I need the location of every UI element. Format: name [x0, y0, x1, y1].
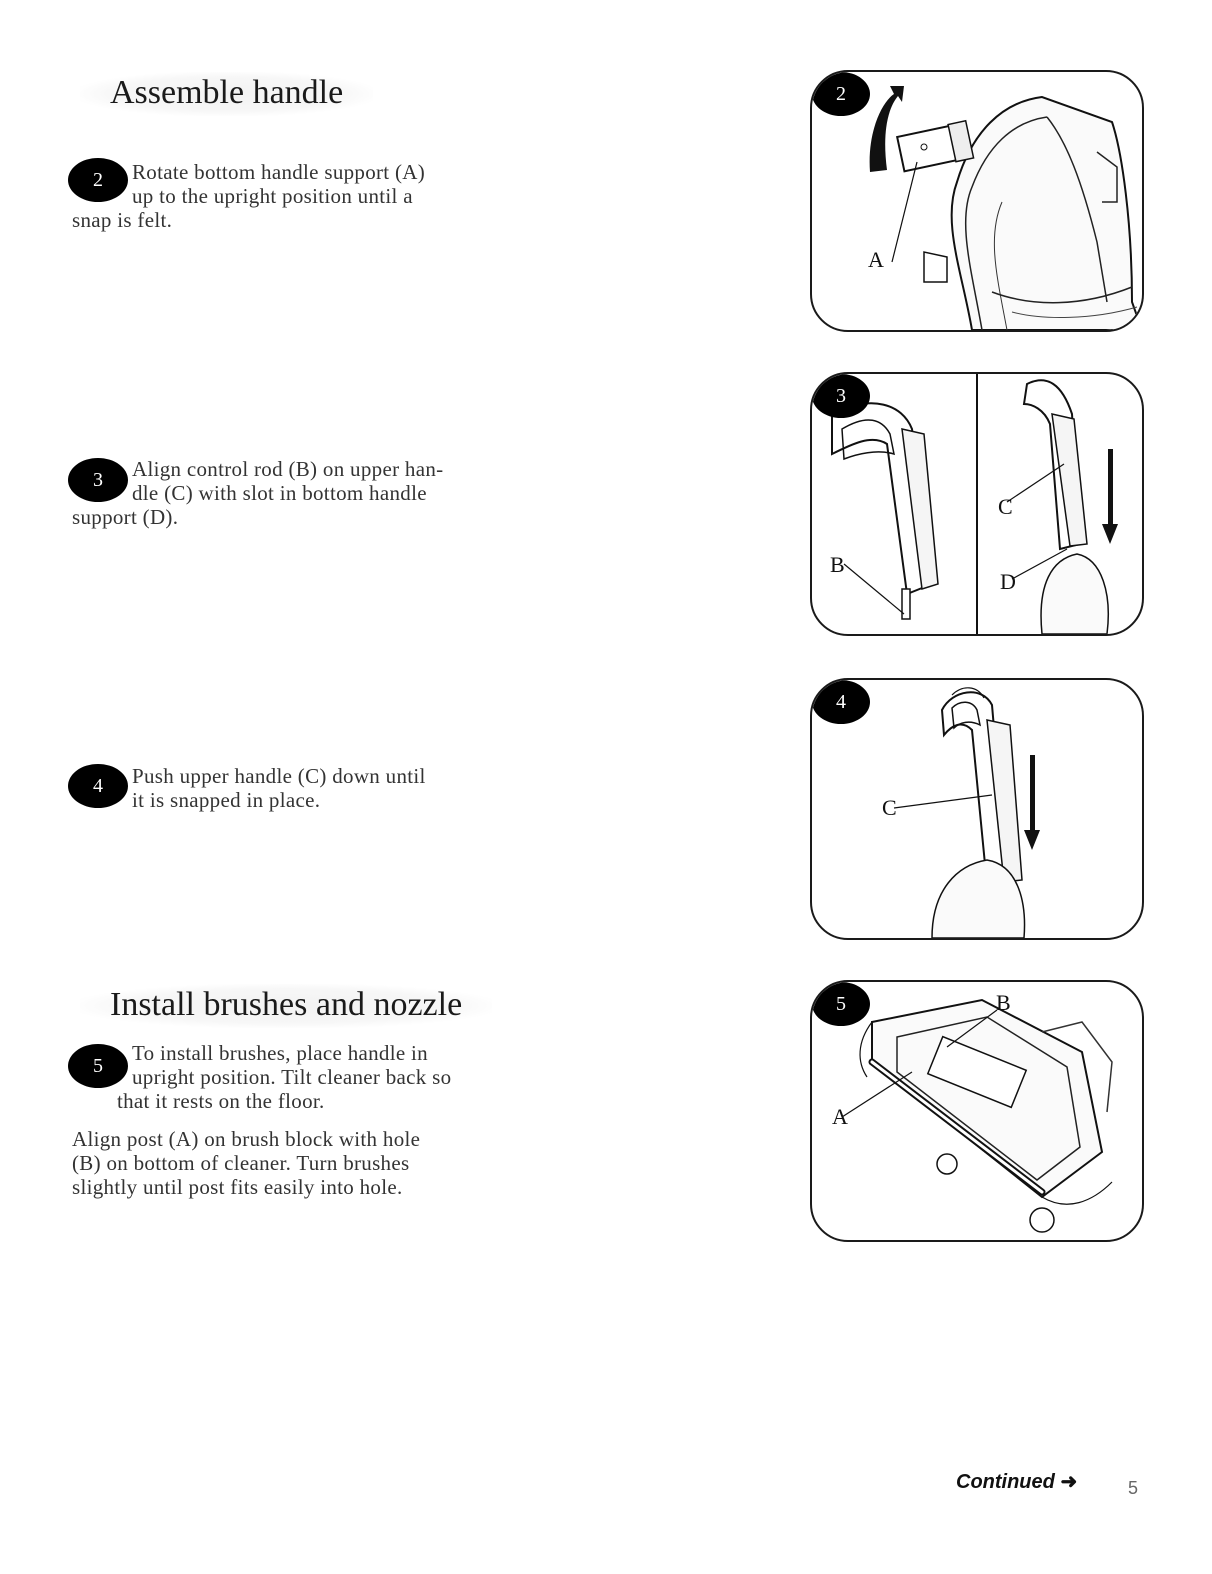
step-3-text	[72, 457, 443, 529]
figure-4-illustration	[812, 680, 1142, 938]
step-5-line: To install brushes, place handle in	[132, 1041, 428, 1065]
step-5-line: upright position. Tilt cleaner back so	[132, 1065, 452, 1089]
step-3-badge: 3	[68, 458, 128, 502]
step-3-line: dle (C) with slot in bottom handle	[132, 481, 427, 505]
step-2-line: Rotate bottom handle support (A)	[132, 160, 426, 184]
step-3-line: Align control rod (B) on upper han-	[132, 457, 444, 481]
figure-5-label-b: B	[996, 990, 1011, 1015]
figure-3-label-b: B	[830, 552, 845, 577]
step-5-badge: 5	[68, 1044, 128, 1088]
section-heading-assemble-handle: Assemble handle	[80, 72, 373, 116]
figure-5-label-a: A	[832, 1104, 848, 1129]
step-5-line: that it rests on the floor.	[117, 1089, 325, 1113]
step-2-badge: 2	[68, 158, 128, 202]
figure-3-illustration	[812, 374, 1142, 634]
figure-5-illustration	[812, 982, 1142, 1240]
figure-2-illustration	[812, 72, 1142, 330]
figure-3-label-c: C	[998, 494, 1013, 519]
step-2-text	[72, 160, 425, 232]
step-2-line: snap is felt.	[72, 208, 173, 232]
right-arrow-icon: ➜	[1060, 1471, 1078, 1493]
step-5-extra-line: Align post (A) on brush block with hole	[72, 1127, 421, 1151]
step-4-line: Push upper handle (C) down until	[132, 764, 426, 788]
section-heading-install-brushes: Install brushes and nozzle	[80, 984, 492, 1028]
figure-2-badge: 2	[812, 72, 870, 116]
figure-3-panel	[810, 372, 1144, 636]
figure-4-panel	[810, 678, 1144, 940]
figure-3-badge: 3	[812, 374, 870, 418]
step-4-badge: 4	[68, 764, 128, 808]
figure-4-label-c: C	[882, 795, 897, 820]
step-5-extra-line: (B) on bottom of cleaner. Turn brushes	[72, 1151, 410, 1175]
step-4-line: it is snapped in place.	[132, 788, 321, 812]
figure-4-badge: 4	[812, 680, 870, 724]
figure-3-label-d: D	[1000, 569, 1016, 594]
page-number: 5	[1128, 1478, 1139, 1498]
figure-5-panel	[810, 980, 1144, 1242]
figure-5-badge: 5	[812, 982, 870, 1026]
continued-text: Continued	[956, 1471, 1055, 1493]
step-3-line: support (D).	[72, 505, 179, 529]
step-4-text	[72, 764, 426, 812]
step-5-instructions	[72, 1127, 420, 1199]
figure-2-panel	[810, 70, 1144, 332]
step-2-line: up to the upright position until a	[132, 184, 413, 208]
step-5-extra-line: slightly until post fits easily into hole.	[72, 1175, 403, 1199]
figure-2-label-a: A	[868, 247, 884, 272]
step-5-text	[72, 1041, 451, 1113]
continued-label	[956, 1469, 1077, 1494]
